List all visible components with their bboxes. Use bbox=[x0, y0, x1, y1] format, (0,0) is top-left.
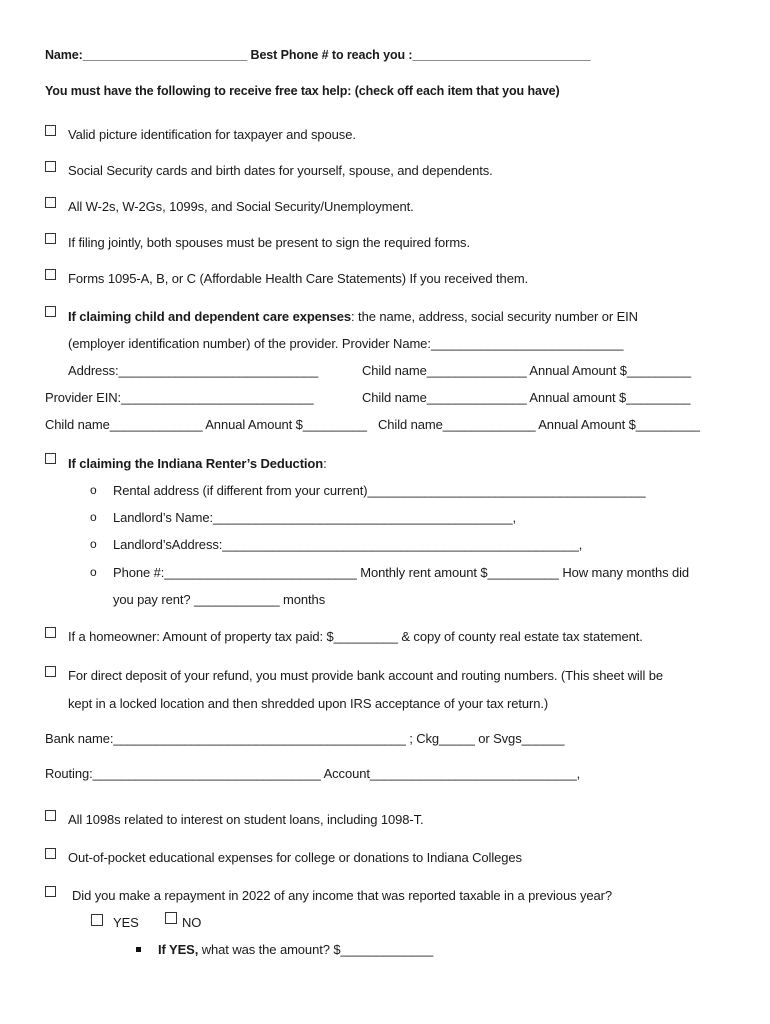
checkbox-renter[interactable] bbox=[45, 453, 56, 464]
child-care-text: : the name, address, social security number or EIN bbox=[351, 309, 638, 324]
bullet-square bbox=[136, 947, 141, 952]
repayment-amount-field[interactable]: what was the amount? $_____________ bbox=[198, 942, 434, 957]
provider-ein-field[interactable]: Provider EIN:___________________________ bbox=[45, 390, 314, 405]
child-care-provider-name[interactable]: (employer identification number) of the provider. Provider Name:___________________________ bbox=[68, 336, 624, 351]
bullet-circle: o bbox=[90, 483, 97, 497]
checkbox-1095[interactable] bbox=[45, 269, 56, 280]
item-w2: All W-2s, W-2Gs, 1099s, and Social Security/Unemployment. bbox=[68, 199, 414, 214]
checkbox-social-security[interactable] bbox=[45, 161, 56, 172]
checkbox-filing-jointly[interactable] bbox=[45, 233, 56, 244]
homeowner-field[interactable]: If a homeowner: Amount of property tax paid: $_________ & copy of county real estate tax statement. bbox=[68, 629, 643, 644]
checkbox-repayment[interactable] bbox=[45, 886, 56, 897]
bullet-circle: o bbox=[90, 510, 97, 524]
bullet-circle: o bbox=[90, 565, 97, 579]
checkbox-1098[interactable] bbox=[45, 810, 56, 821]
item-filing-jointly: If filing jointly, both spouses must be present to sign the required forms. bbox=[68, 235, 470, 250]
child-care-line-1 bbox=[68, 309, 638, 324]
child-3-field[interactable]: Child name_____________ Annual Amount $_________ bbox=[45, 417, 367, 432]
rental-address-field[interactable]: Rental address (if different from your current)_______________________________________ bbox=[113, 483, 646, 498]
no-label: NO bbox=[182, 915, 202, 930]
item-1095: Forms 1095-A, B, or C (Affordable Health Care Statements) If you received them. bbox=[68, 271, 529, 286]
checkbox-direct-deposit[interactable] bbox=[45, 666, 56, 677]
bank-name-field[interactable]: Bank name:_________________________________________ ; Ckg_____ or Svgs______ bbox=[45, 731, 565, 746]
checkbox-picture-id[interactable] bbox=[45, 125, 56, 136]
if-yes-label: If YES, bbox=[158, 942, 199, 957]
checkbox-no[interactable] bbox=[165, 912, 177, 924]
child-2-field[interactable]: Child name______________ Annual amount $_________ bbox=[362, 390, 691, 405]
months-rent-field[interactable]: you pay rent? ____________ months bbox=[113, 592, 326, 607]
checkbox-child-care[interactable] bbox=[45, 306, 56, 317]
item-picture-id: Valid picture identification for taxpayer and spouse. bbox=[68, 127, 356, 142]
repayment-question: Did you make a repayment in 2022 of any income that was reported taxable in a previous year? bbox=[72, 888, 613, 903]
checkbox-w2[interactable] bbox=[45, 197, 56, 208]
renter-heading: If claiming the Indiana Renter’s Deduction bbox=[68, 456, 324, 471]
item-social-security: Social Security cards and birth dates for yourself, spouse, and dependents. bbox=[68, 163, 493, 178]
landlord-name-field[interactable]: Landlord’s Name:__________________________________________, bbox=[113, 510, 517, 525]
yes-label: YES bbox=[113, 915, 139, 930]
item-educational-expenses: Out-of-pocket educational expenses for college or donations to Indiana Colleges bbox=[68, 850, 522, 865]
renter-colon: : bbox=[323, 456, 327, 471]
direct-deposit-text-2: kept in a locked location and then shredded upon IRS acceptance of your tax return.) bbox=[68, 696, 549, 711]
landlord-address-field[interactable]: Landlord’sAddress:__________________________________________________, bbox=[113, 537, 583, 552]
bullet-circle: o bbox=[90, 537, 97, 551]
instructions-heading: You must have the following to receive free tax help: (check off each item that you have) bbox=[45, 84, 560, 98]
checkbox-yes[interactable] bbox=[91, 914, 103, 926]
repayment-amount-line[interactable] bbox=[158, 942, 433, 957]
name-phone-line[interactable]: Name:________________________ Best Phone # to reach you :__________________________ bbox=[45, 48, 591, 62]
direct-deposit-text-1: For direct deposit of your refund, you must provide bank account and routing numbers. (This sheet will be bbox=[68, 668, 664, 683]
renter-heading-line bbox=[68, 456, 327, 471]
checkbox-homeowner[interactable] bbox=[45, 627, 56, 638]
checkbox-educational-expenses[interactable] bbox=[45, 848, 56, 859]
child-4-field[interactable]: Child name_____________ Annual Amount $_________ bbox=[378, 417, 700, 432]
item-1098: All 1098s related to interest on student loans, including 1098-T. bbox=[68, 812, 424, 827]
landlord-phone-rent-field[interactable]: Phone #:___________________________ Monthly rent amount $__________ How many months did bbox=[113, 565, 690, 580]
child-1-field[interactable]: Child name______________ Annual Amount $_________ bbox=[362, 363, 692, 378]
routing-account-field[interactable]: Routing:________________________________ Account_____________________________, bbox=[45, 766, 581, 781]
provider-address-field[interactable]: Address:____________________________ bbox=[68, 363, 319, 378]
child-care-heading: If claiming child and dependent care expenses bbox=[68, 309, 352, 324]
